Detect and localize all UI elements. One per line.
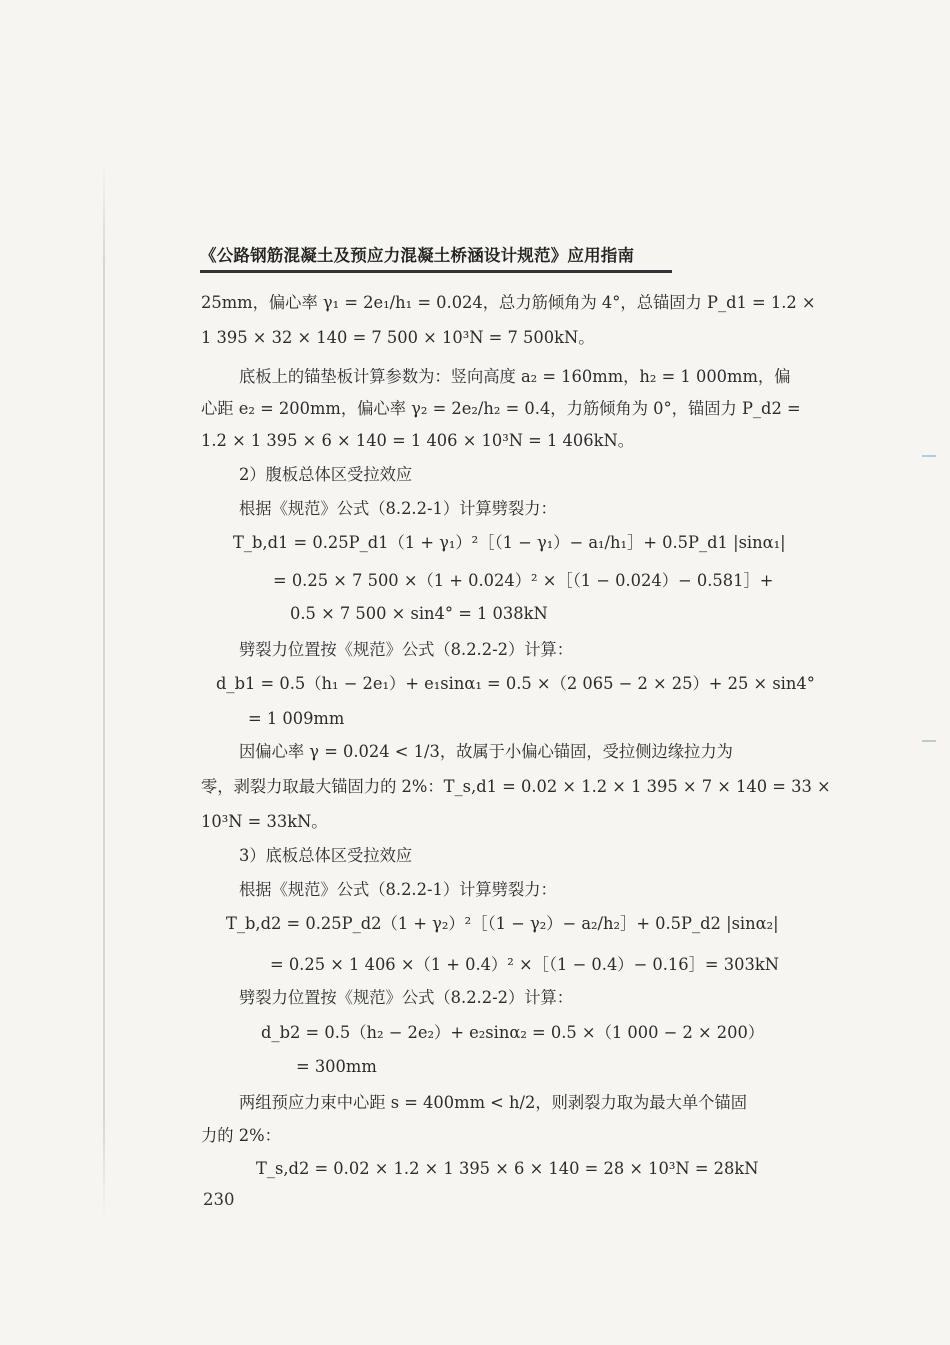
formula-line: 0.5 × 7 500 × sin4° = 1 038kN <box>290 604 548 623</box>
page-number: 230 <box>203 1190 235 1209</box>
text-line: 劈裂力位置按《规范》公式（8.2.2-2）计算： <box>239 988 574 1007</box>
formula-line: = 0.25 × 7 500 ×（1 + 0.024）² ×［（1 − 0.024）− 0.581］+ <box>273 571 774 590</box>
formula-line: T_s,d2 = 0.02 × 1.2 × 1 395 × 6 × 140 = 28 × 10³N = 28kN <box>256 1159 759 1178</box>
formula-line: = 1 009mm <box>248 709 345 728</box>
header-rule <box>200 270 672 273</box>
formula-line: d_b2 = 0.5（h₂ − 2e₂）+ e₂sinα₂ = 0.5 ×（1 000 − 2 × 200） <box>261 1023 765 1042</box>
text-line: 零，剥裂力取最大锚固力的 2%：T_s,d1 = 0.02 × 1.2 × 1 395 × 7 × 140 = 33 × <box>201 777 831 796</box>
text-line: 因偏心率 γ = 0.024 < 1/3，故属于小偏心锚固，受拉侧边缘拉力为 <box>239 742 733 761</box>
formula-line: d_b1 = 0.5（h₁ − 2e₁）+ e₁sinα₁ = 0.5 ×（2 065 − 2 × 25）+ 25 × sin4° <box>216 674 815 693</box>
margin-tick-mark <box>922 455 936 457</box>
text-line: 根据《规范》公式（8.2.2-1）计算劈裂力： <box>239 499 557 518</box>
text-line: 根据《规范》公式（8.2.2-1）计算劈裂力： <box>239 880 557 899</box>
formula-line: T_b,d1 = 0.25P_d1（1 + γ₁）²［（1 − γ₁）− a₁/h₁］+ 0.5P_d1 |sinα₁| <box>233 533 786 552</box>
text-line: 10³N = 33kN。 <box>201 812 328 831</box>
text-line: 1.2 × 1 395 × 6 × 140 = 1 406 × 10³N = 1 406kN。 <box>201 431 634 450</box>
text-line: 劈裂力位置按《规范》公式（8.2.2-2）计算： <box>239 640 574 659</box>
section-heading: 3）底板总体区受拉效应 <box>239 846 413 865</box>
text-line: 两组预应力束中心距 s = 400mm < h/2，则剥裂力取为最大单个锚固 <box>239 1093 747 1112</box>
margin-tick-mark <box>922 740 936 742</box>
formula-line: = 0.25 × 1 406 ×（1 + 0.4）² ×［（1 − 0.4）− 0.16］= 303kN <box>270 955 779 974</box>
text-line: 1 395 × 32 × 140 = 7 500 × 10³N = 7 500kN。 <box>201 328 595 347</box>
running-header-title: 《公路钢筋混凝土及预应力混凝土桥涵设计规范》应用指南 <box>200 246 635 265</box>
text-line: 心距 e₂ = 200mm，偏心率 γ₂ = 2e₂/h₂ = 0.4，力筋倾角为 0°，锚固力 P_d2 = <box>201 399 801 418</box>
page-fold-shadow <box>103 160 105 1220</box>
text-line: 底板上的锚垫板计算参数为：竖向高度 a₂ = 160mm，h₂ = 1 000mm，偏 <box>239 367 791 386</box>
section-heading: 2）腹板总体区受拉效应 <box>239 465 413 484</box>
text-line: 25mm，偏心率 γ₁ = 2e₁/h₁ = 0.024，总力筋倾角为 4°，总锚固力 P_d1 = 1.2 × <box>201 293 816 312</box>
formula-line: T_b,d2 = 0.25P_d2（1 + γ₂）²［（1 − γ₂）− a₂/h₂］+ 0.5P_d2 |sinα₂| <box>226 914 779 933</box>
formula-line: = 300mm <box>296 1057 377 1076</box>
text-line: 力的 2%： <box>201 1126 281 1145</box>
